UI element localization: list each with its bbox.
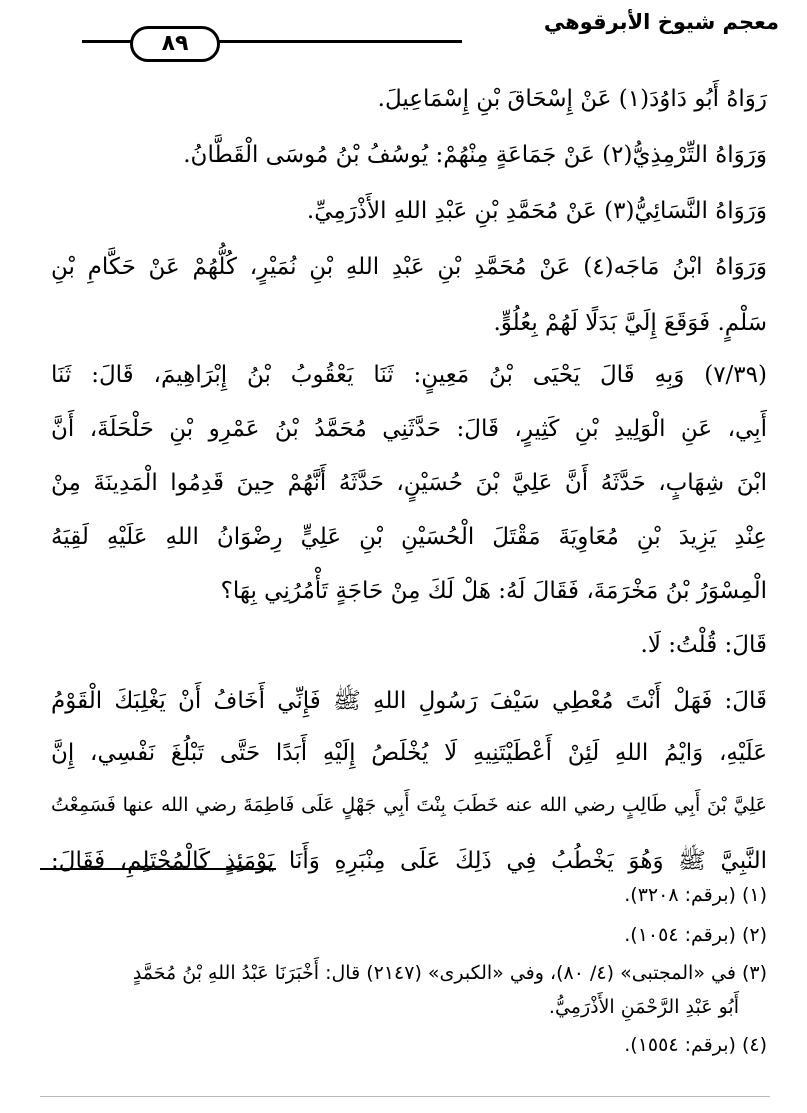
text-line: عَلِيَّ بْنَ أَبِي طَالِبٍ رضي الله عنه خَطَبَ بِنْتَ أَبِي جَهْلٍ عَلَى فَاطِمَةَ رضي الله عنها فَسَمِعْتُ <box>51 794 767 816</box>
text-line: عَلَيْهِ، وَايْمُ اللهِ لَئِنْ أَعْطَيْتَنِيهِ لَا يُخْلَصُ إِلَيْهِ أَبَدًا حَتَّى تَبْلُغَ نَفْسِي، إِنَّ <box>51 740 767 766</box>
footnote: أَبُو عَبْدِ الرَّحْمَنِ الأَذْرَمِيُّ. <box>548 996 739 1018</box>
text-line: عِنْدِ يَزِيدَ بْنِ مُعَاوِيَةَ مَقْتَلَ الْحُسَيْنِ بْنِ عَلِيٍّ رِضْوَانُ اللهِ عَلَيْهِ لَقِيَهُ <box>51 524 767 550</box>
text-line: سَلْمٍ. فَوَقَعَ إِلَيَّ بَدَلًا لَهُمْ بِعُلُوٍّ. <box>493 310 767 336</box>
main-text <box>51 0 767 874</box>
footer-rule <box>40 1096 770 1097</box>
text-line: قَالَ: فَهَلْ أَنْتَ مُعْطِي سَيْفَ رَسُولِ اللهِ ﷺ فَإِنِّي أَخَافُ أَنْ يَغْلِبَكَ الْقَوْمُ <box>51 688 767 714</box>
running-header-title: معجم شيوخ الأبرقوهي <box>543 10 779 34</box>
text-line: النَّبِيَّ ﷺ وَهُوَ يَخْطُبُ فِي ذَلِكَ عَلَى مِنْبَرِهِ وَأَنَا يَوْمَئِذٍ كَالْمُحْتَلِمِ، فَقَالَ: <box>51 848 767 874</box>
footnote-separator <box>40 868 276 870</box>
text-line: قَالَ: قُلْتُ: لَا. <box>640 632 767 658</box>
footnote: (٢) (برقم: ١٠٥٤). <box>624 924 767 946</box>
text-line: وَرَوَاهُ ابْنُ مَاجَه(٤) عَنْ مُحَمَّدِ بْنِ عَبْدِ اللهِ بْنِ نُمَيْرٍ، كُلُّهُمْ عَنْ حَكَّامِ بْنِ <box>51 254 767 280</box>
text-line: وَرَوَاهُ النَّسَائِيُّ(٣) عَنْ مُحَمَّدِ بْنِ عَبْدِ اللهِ الأَذْرَمِيِّ. <box>306 198 767 224</box>
text-line: أَبِي، عَنِ الْوَلِيدِ بْنِ كَثِيرٍ، قَالَ: حَدَّثَنِي مُحَمَّدُ بْنُ عَمْرِو بْنِ حَلْحَلَةَ، أَنَّ <box>51 416 767 442</box>
page-number: ٨٩ <box>130 26 220 62</box>
footnote: (٣) في «المجتبى» (٤/ ٨٠)، وفي «الكبرى» (٢١٤٧) قال: أَخْبَرَنَا عَبْدُ اللهِ بْنُ مُحَمَّدٍ <box>132 962 767 984</box>
footnote: (١) (برقم: ٣٢٠٨). <box>624 884 767 906</box>
text-line: الْمِسْوَرُ بْنُ مَخْرَمَةَ، فَقَالَ لَهُ: هَلْ لَكَ مِنْ حَاجَةٍ تَأْمُرُنِي بِهَا؟ <box>220 578 767 604</box>
footnote: (٤) (برقم: ١٥٥٤). <box>624 1034 767 1056</box>
text-line: رَوَاهُ أَبُو دَاوُدَ(١) عَنْ إِسْحَاقَ بْنِ إِسْمَاعِيلَ. <box>377 86 767 112</box>
text-line: ابْنَ شِهَابٍ، حَدَّثَهُ أَنَّ عَلِيَّ بْنَ حُسَيْنٍ، حَدَّثَهُ أَنَّهُمْ حِينَ قَدِمُوا الْمَدِينَةَ مِنْ <box>51 470 767 496</box>
text-line: وَرَوَاهُ التِّرْمِذِيُّ(٢) عَنْ جَمَاعَةٍ مِنْهُمْ: يُوسُفُ بْنُ مُوسَى الْقَطَّانُ. <box>183 142 767 168</box>
text-line: (٧/٣٩) وَبِهِ قَالَ يَحْيَى بْنُ مَعِينٍ: ثَنَا يَعْقُوبُ بْنُ إِبْرَاهِيمَ، قَالَ: ثَنَا <box>51 362 767 388</box>
